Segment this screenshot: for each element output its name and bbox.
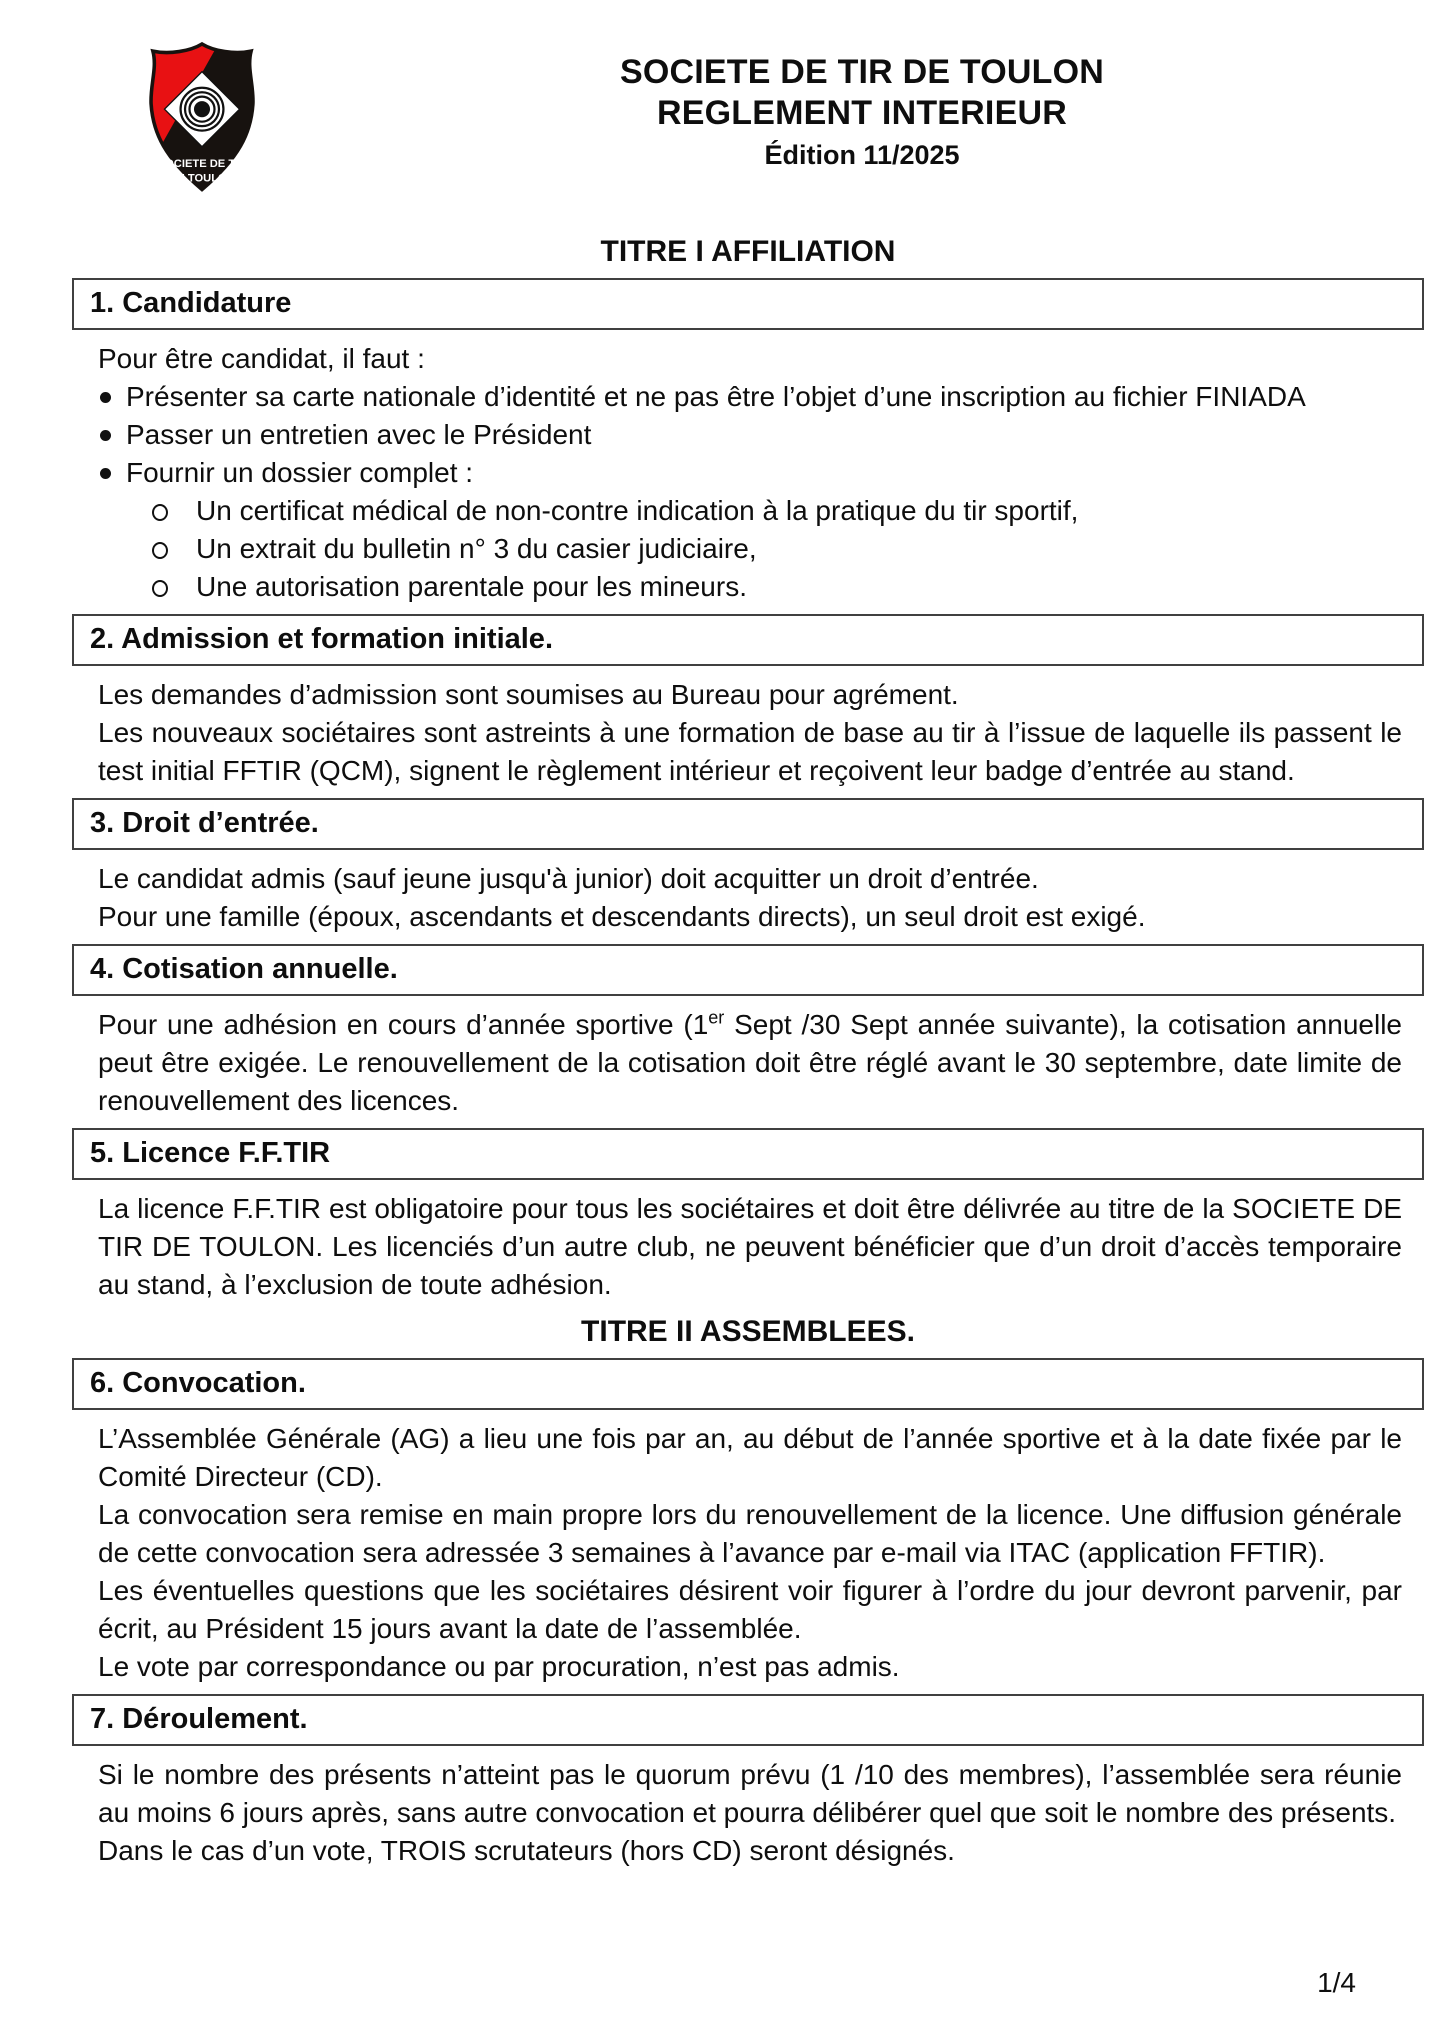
- section-1-heading-box: [72, 278, 1424, 330]
- section-2-heading-box: [72, 614, 1424, 666]
- page-number: 1/4: [1317, 1967, 1356, 1998]
- document-title-line1: SOCIETE DE TIR DE TOULON: [620, 53, 1104, 91]
- section-7-paragraph: Si le nombre des présents n’atteint pas le quorum prévu (1 /10 des membres), l’assemblée sera réunie au moins 6 jours après, sans autre convocation et pourra délibérer quel que soit le nombre des présents.: [98, 1759, 1402, 1828]
- bullet-item: [72, 416, 1424, 454]
- sub-bullet-item: [72, 568, 1424, 606]
- sub-bullet-item: [72, 530, 1424, 568]
- bullet-item: [72, 454, 1424, 492]
- section-4-heading-box: [72, 944, 1424, 996]
- title-titre-2: TITRE II ASSEMBLEES.: [581, 1315, 915, 1348]
- section-1-intro: Pour être candidat, il faut :: [98, 343, 425, 374]
- logo-text-line2: DE TOULON: [169, 172, 235, 185]
- section-2-paragraph: Les demandes d’admission sont soumises au Bureau pour agrément.: [98, 679, 959, 710]
- section-2-title: 2. Admission et formation initiale.: [90, 623, 553, 655]
- section-3-heading-box: [72, 798, 1424, 850]
- section-4-title: 4. Cotisation annuelle.: [90, 953, 398, 985]
- section-5-paragraph: La licence F.F.TIR est obligatoire pour tous les sociétaires et doit être délivrée au titre de la SOCIETE DE TIR DE TOULON. Les licenciés d’un autre club, ne peuvent bénéficier que d’un droit d’accès temporaire au stand, à l’exclusion de toute adhésion.: [98, 1193, 1402, 1300]
- section-4-text-before: Pour une adhésion en cours d’année sportive (1: [98, 1009, 709, 1040]
- section-3-paragraph: Pour une famille (époux, ascendants et descendants directs), un seul droit est exigé.: [98, 901, 1146, 932]
- section-6-paragraph: L’Assemblée Générale (AG) a lieu une fois par an, au début de l’année sportive et à la date fixée par le Comité Directeur (CD).: [98, 1423, 1402, 1492]
- document-title-line2: REGLEMENT INTERIEUR: [657, 94, 1067, 132]
- section-7-heading-box: [72, 1694, 1424, 1746]
- section-5-title: 5. Licence F.F.TIR: [90, 1137, 331, 1169]
- section-2-paragraph: Les nouveaux sociétaires sont astreints à une formation de base au tir à l’issue de laquelle ils passent le test initial FFTIR (QCM), signent le règlement intérieur et reçoivent leur badge d’entrée au stand.: [98, 717, 1402, 786]
- section-7-paragraph: Dans le cas d’un vote, TROIS scrutateurs (hors CD) seront désignés.: [98, 1835, 955, 1866]
- document-body: [72, 234, 1424, 1870]
- section-3-paragraph: Le candidat admis (sauf jeune jusqu'à junior) doit acquitter un droit d’entrée.: [98, 863, 1039, 894]
- sub-bullet-text: Un certificat médical de non-contre indication à la pratique du tir sportif,: [196, 495, 1079, 526]
- section-6-title: 6. Convocation.: [90, 1367, 306, 1399]
- section-6-paragraph: Le vote par correspondance ou par procuration, n’est pas admis.: [98, 1651, 900, 1682]
- document-header: [300, 52, 1424, 173]
- bullet-text: Fournir un dossier complet :: [126, 457, 474, 488]
- section-3-title: 3. Droit d’entrée.: [90, 807, 319, 839]
- sub-bullet-item: [72, 492, 1424, 530]
- section-6-heading-box: [72, 1358, 1424, 1410]
- section-1-sub-bullet-list: [72, 492, 1424, 606]
- section-1-bullet-list: [72, 378, 1424, 492]
- shield-logo-icon: [135, 30, 269, 208]
- section-4-paragraph: [72, 1006, 1424, 1120]
- section-6-paragraph: La convocation sera remise en main propre lors du renouvellement de la licence. Une diffusion générale de cette convocation sera adressée 3 semaines à l’avance par e-mail via ITAC (application FFTIR).: [98, 1499, 1402, 1568]
- logo-text-line1: SOCIETE DE TIR: [157, 158, 247, 171]
- section-7-title: 7. Déroulement.: [90, 1703, 308, 1735]
- sub-bullet-text: Un extrait du bulletin n° 3 du casier judiciaire,: [196, 533, 757, 564]
- section-1-title: 1. Candidature: [90, 287, 292, 319]
- section-4-text-after: Sept /30 Sept année suivante), la cotisation annuelle peut être exigée. Le renouvellement de la cotisation doit être réglé avant le 30 septembre, date limite de renouvellement des licences.: [98, 1009, 1402, 1116]
- club-logo: [135, 30, 269, 210]
- section-5-heading-box: [72, 1128, 1424, 1180]
- document-edition: Édition 11/2025: [764, 140, 960, 170]
- title-titre-1: TITRE I AFFILIATION: [600, 235, 896, 268]
- bullet-text: Présenter sa carte nationale d’identité et ne pas être l’objet d’une inscription au fichier FINIADA: [126, 381, 1306, 412]
- bullet-text: Passer un entretien avec le Président: [126, 419, 592, 450]
- sub-bullet-text: Une autorisation parentale pour les mineurs.: [196, 571, 747, 602]
- ordinal-superscript: er: [708, 1007, 725, 1028]
- section-6-paragraph: Les éventuelles questions que les sociétaires désirent voir figurer à l’ordre du jour devront parvenir, par écrit, au Président 15 jours avant la date de l’assemblée.: [98, 1575, 1402, 1644]
- bullet-item: [72, 378, 1424, 416]
